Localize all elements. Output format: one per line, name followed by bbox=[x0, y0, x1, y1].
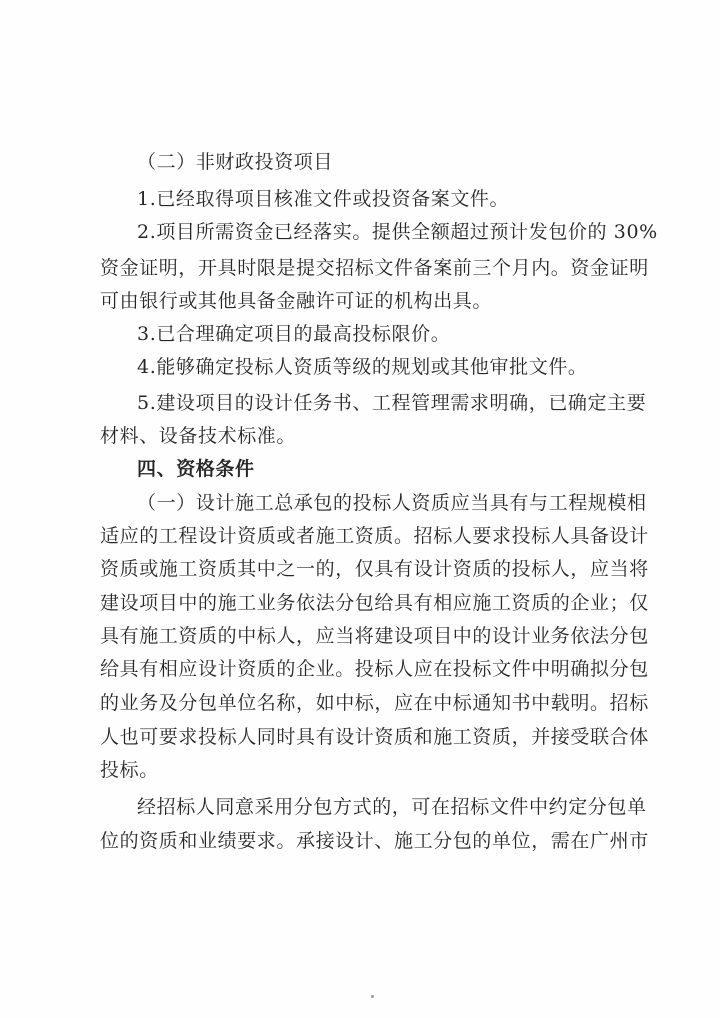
item-3: 3.已合理确定项目的最高投标限价。 bbox=[137, 323, 451, 345]
section-4-para1-line-8: 人也可要求投标人同时具有设计资质和施工资质，并接受联合体 bbox=[100, 726, 649, 748]
item-4: 4.能够确定投标人资质等级的规划或其他审批文件。 bbox=[137, 356, 588, 378]
section-4-para1-line-3: 资质或施工资质其中之一的，仅具有设计资质的投标人，应当将 bbox=[100, 558, 649, 580]
section-4-para1-line-6: 给具有相应设计资质的企业。投标人应在投标文件中明确拟分包 bbox=[100, 658, 649, 680]
section-4-para1-line-2: 适应的工程设计资质或者施工资质。招标人要求投标人具备设计 bbox=[100, 525, 649, 547]
section-4-para1-line-5: 具有施工资质的中标人，应当将建设项目中的设计业务依法分包 bbox=[100, 625, 649, 647]
section-4-para1-line-7: 的业务及分包单位名称，如中标，应在中标通知书中载明。招标 bbox=[100, 692, 649, 714]
item-5-line-1: 5.建设项目的设计任务书、工程管理需求明确，已确定主要 bbox=[137, 392, 647, 414]
page-mark bbox=[371, 995, 374, 998]
item-2-line-3: 可由银行或其他具备金融许可证的机构出具。 bbox=[100, 290, 493, 312]
item-2-line-2: 资金证明，开具时限是提交招标文件备案前三个月内。资金证明 bbox=[100, 257, 649, 279]
section-4-para2-line-2: 位的资质和业绩要求。承接设计、施工分包的单位，需在广州市 bbox=[100, 830, 649, 852]
section-4-para1-line-1: （一）设计施工总承包的投标人资质应当具有与工程规模相 bbox=[137, 492, 647, 514]
section-4-heading: 四、资格条件 bbox=[137, 458, 255, 480]
section-4-para1-line-9: 投标。 bbox=[100, 759, 159, 781]
subheading-non-fiscal: （二）非财政投资项目 bbox=[137, 151, 334, 173]
item-5-line-2: 材料、设备技术标准。 bbox=[100, 425, 297, 447]
section-4-para1-line-4: 建设项目中的施工业务依法分包给具有相应施工资质的企业；仅 bbox=[100, 592, 649, 614]
item-1: 1.已经取得项目核准文件或投资备案文件。 bbox=[137, 188, 510, 210]
item-2-line-1: 2.项目所需资金已经落实。提供全额超过预计发包价的 30% bbox=[137, 221, 658, 243]
section-4-para2-line-1: 经招标人同意采用分包方式的，可在招标文件中约定分包单 bbox=[137, 796, 647, 818]
